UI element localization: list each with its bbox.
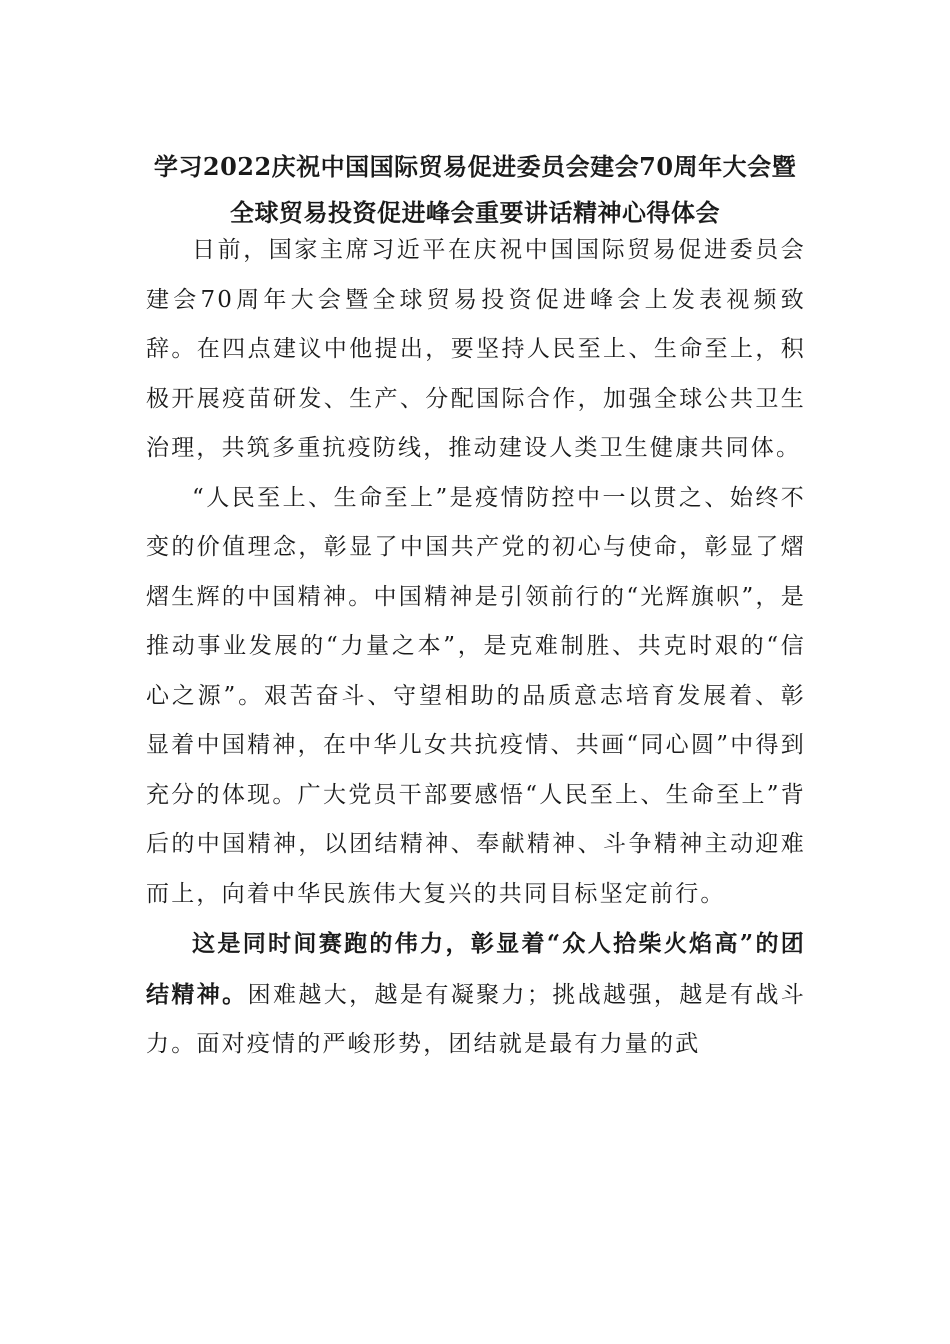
paragraph-1	[146, 226, 806, 474]
paragraph-3	[146, 919, 806, 1070]
title-line-2: 全球贸易投资促进峰会重要讲话精神心得体会	[230, 198, 720, 228]
title-line-1: 学习2022庆祝中国国际贸易促进委员会建会70周年大会暨	[153, 152, 797, 182]
document-body	[146, 226, 806, 1070]
paragraph-1-text: 日前，国家主席习近平在庆祝中国国际贸易促进委员会建会70周年大会暨全球贸易投资促进峰会上发表视频致辞。在四点建议中他提出，要坚持人民至上、生命至上，积极开展疫苗研发、生产、分配国际合作，加强全球公共卫生治理，共筑多重抗疫防线，推动建设人类卫生健康共同体。	[146, 237, 806, 461]
paragraph-3-lead: 这是同时间赛跑的伟力，彰显着“众人拾柴火焰高”的团结精神。	[146, 930, 806, 1008]
paragraph-2	[146, 474, 806, 920]
paragraph-2-text: “人民至上、生命至上”是疫情防控中一以贯之、始终不变的价值理念，彰显了中国共产党的初心与使命，彰显了熠熠生辉的中国精神。中国精神是引领前行的“光辉旗帜”，是推动事业发展的“力量之本”，是克难制胜、共克时艰的“信心之源”。艰苦奋斗、守望相助的品质意志培育发展着、彰显着中国精神，在中华儿女共抗疫情、共画“同心圆”中得到充分的体现。广大党员干部要感悟“人民至上、生命至上”背后的中国精神，以团结精神、奉献精神、斗争精神主动迎难而上，向着中华民族伟大复兴的共同目标坚定前行。	[146, 484, 806, 907]
document-title	[100, 144, 850, 236]
paragraph-3-text: 困难越大，越是有凝聚力；挑战越强，越是有战斗力。面对疫情的严峻形势，团结就是最有力量的武	[146, 981, 806, 1057]
